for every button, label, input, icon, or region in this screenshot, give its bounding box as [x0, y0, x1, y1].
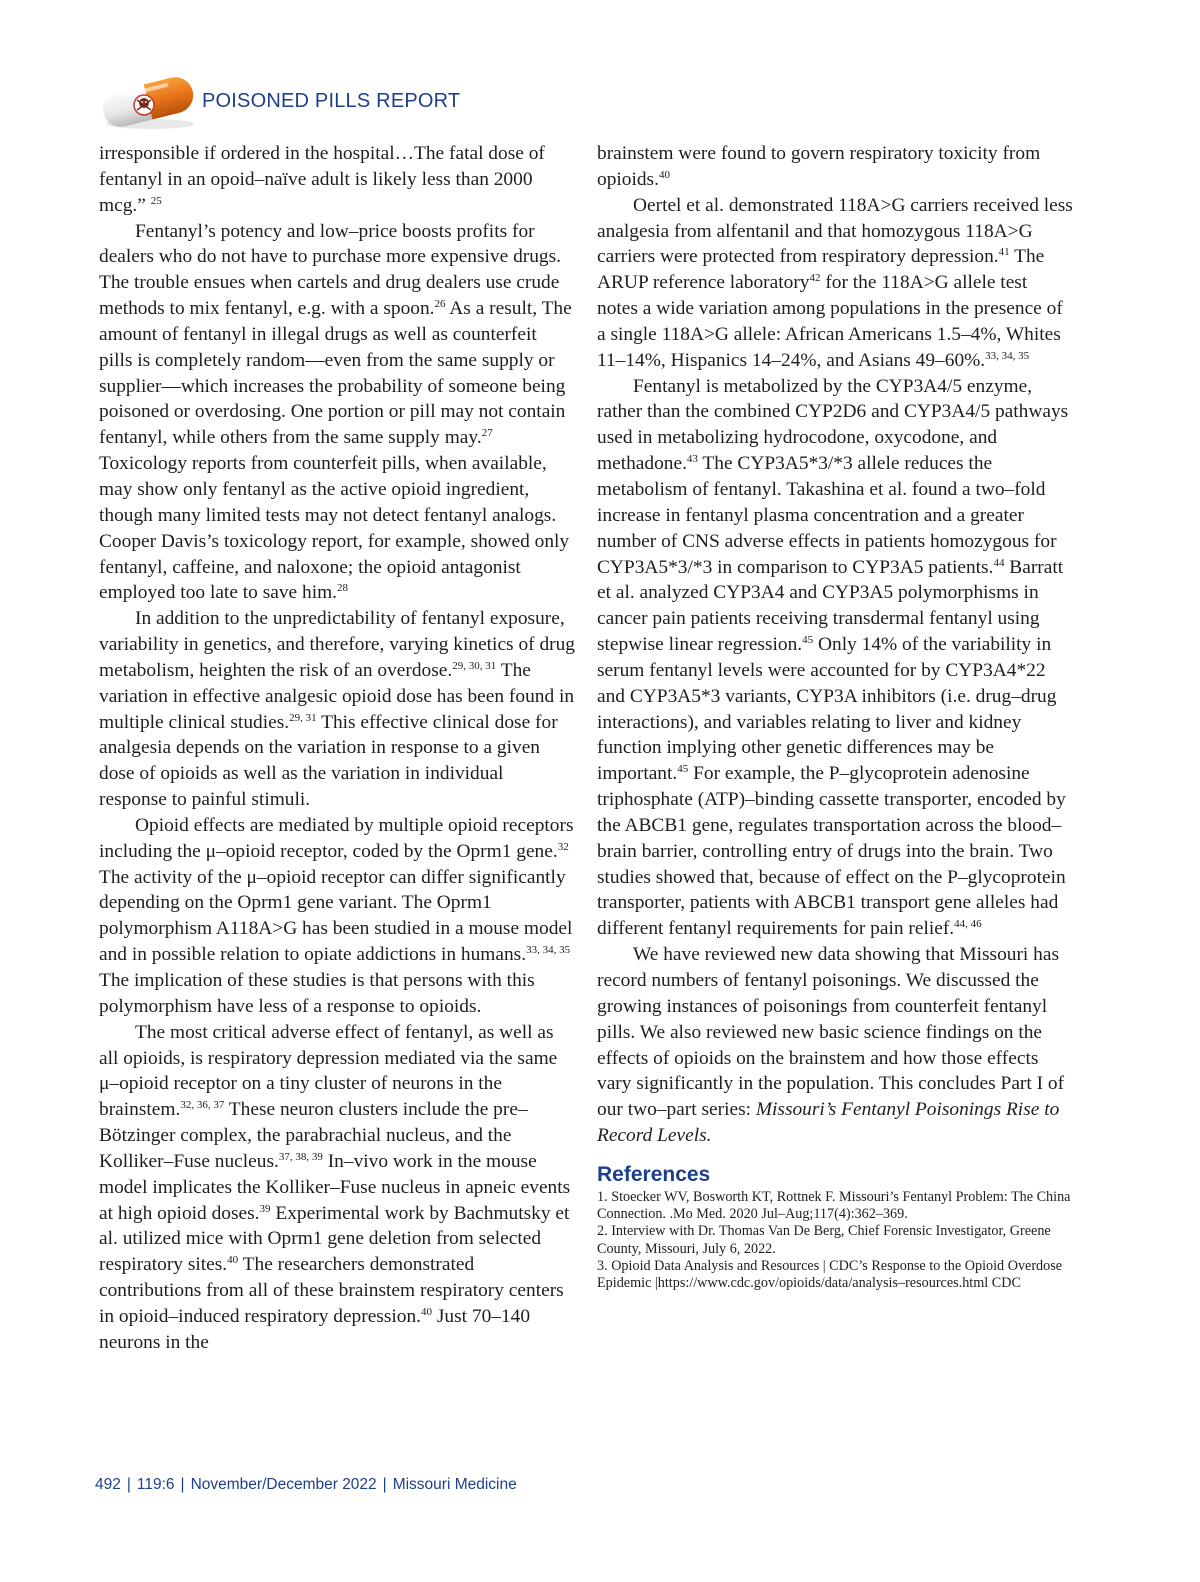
- issue-date: November/December 2022: [190, 1476, 377, 1493]
- reference-item: 2. Interview with Dr. Thomas Van De Berg, Chief Forensic Investigator, Greene County, Missouri, July 6, 2022.: [597, 1223, 1051, 1257]
- issue-number: 119:6: [136, 1476, 175, 1493]
- page-footer: 492 | 119:6 | November/December 2022 | Missouri Medicine: [95, 1476, 517, 1493]
- page-number: 492: [95, 1476, 121, 1493]
- paragraph: We have reviewed new data showing that Missouri has record numbers of fentanyl poisonings. We discussed the growing instances of poisonings from counterfeit fentanyl pills. We also reviewed new basic science findings on the effects of opioids on the brainstem and how those effects vary significantly in the population. This concludes Part I of our two–part series: Missouri’s Fentanyl Poisonings Rise to Record Levels.: [597, 944, 1065, 1147]
- left-column: [99, 141, 575, 1356]
- header-title: POISONED PILLS REPORT: [202, 90, 461, 112]
- paragraph: irresponsible if ordered in the hospital…The fatal dose of fentanyl in an opoid–naïve adult is likely less than 2000 mcg.” $^{25}$: [99, 143, 545, 216]
- references-heading: References: [597, 1162, 711, 1186]
- paragraph: Oertel et al. demonstrated 118A>G carriers received less analgesia from alfentanil and that homozygous 118A>G carriers were protected from respiratory depression.$^{41}$ The ARUP reference laboratory$^{42}$ for the 118A>G allele test notes a wide variation among populations in the presence of a single 118A>G allele: African Americans 1.5–4%, Whites 11–14%, Hispanics 14–24%, and Asians 49–60%.$^{33, 34, 35}$: [597, 194, 1073, 371]
- right-column: [597, 141, 1073, 1292]
- paragraph: Fentanyl’s potency and low–price boosts profits for dealers who do not have to purchase more expensive drugs. The trouble ensues when cartels and drug dealers use crude methods to mix fentanyl, e.g. with a spoon.$^{26}$ As a result, The amount of fentanyl in illegal drugs as well as counterfeit pills is completely random—even from the same supply or supplier—which increases the probability of someone being poisoned or overdosing. One portion or pill may not contain fentanyl, while others from the same supply may.$^{27}$ Toxicology reports from counterfeit pills, when available, may show only fentanyl as the active opioid ingredient, though many limited tests may not detect fentanyl analogs. Cooper Davis’s toxicology report, for example, showed only fentanyl, caffeine, and naloxone; the opioid antagonist employed too late to save him.$^{28}$: [99, 220, 572, 604]
- running-header: [98, 70, 698, 134]
- journal-name: Missouri Medicine: [392, 1476, 517, 1493]
- reference-item: 1. Stoecker WV, Bosworth KT, Rottnek F. Missouri’s Fentanyl Problem: The China Connection. .Mo Med. 2020 Jul–Aug;117(4):362–369.: [597, 1188, 1071, 1223]
- reference-item: 3. Opioid Data Analysis and Resources | CDC’s Response to the Opioid Overdose Epidemic |https://www.cdc.gov/opioids/data/analysis–resources.html CDC: [597, 1257, 1063, 1291]
- references-list: [597, 1189, 1073, 1292]
- paragraph: brainstem were found to govern respiratory toxicity from opioids.$^{40}$: [597, 143, 1041, 190]
- pill-capsule-skull-icon: [98, 74, 198, 132]
- paragraph: Fentanyl is metabolized by the CYP3A4/5 enzyme, rather than the combined CYP2D6 and CYP3A4/5 pathways used in metabolizing hydrocodone, oxycodone, and methadone.$^{43}$ The CYP3A5*3/*3 allele reduces the metabolism of fentanyl. Takashina et al. found a two–fold increase in fentanyl plasma concentration and a greater number of CNS adverse effects in patients homozygous for CYP3A5*3/*3 in comparison to CYP3A5 patients.$^{44}$ Barratt et al. analyzed CYP3A4 and CYP3A5 polymorphisms in cancer pain patients receiving transdermal fentanyl using stepwise linear regression.$^{45}$ Only 14% of the variability in serum fentanyl levels were accounted for by CYP3A4*22 and CYP3A5*3 variants, CYP3A inhibitors (i.e. drug–drug interactions), and variables relating to liver and kidney function implying other genetic differences may be important.$^{45}$ For example, the P–glycoprotein adenosine triphosphate (ATP)–binding cassette transporter, encoded by the ABCB1 gene, regulates transportation across the blood–brain barrier, controlling entry of drugs into the brain. Two studies showed that, because of effect on the P–glycoprotein transporter, patients with ABCB1 transport gene alleles had different fentanyl requirements for pain relief.$^{44, 46}$: [597, 375, 1069, 940]
- series-title: Missouri’s Fentanyl Poisonings Rise to Record Levels.: [597, 1099, 1060, 1147]
- paragraph: In addition to the unpredictability of fentanyl exposure, variability in genetics, and therefore, varying kinetics of drug metabolism, heighten the risk of an overdose.$^{29, 30, 31}$ The variation in effective analgesic opioid dose has been found in multiple clinical studies.$^{29, 31}$ This effective clinical dose for analgesia depends on the variation in response to a given dose of opioids as well as the variation in individual response to painful stimuli.: [99, 608, 575, 811]
- paragraph: Opioid effects are mediated by multiple opioid receptors including the μ–opioid receptor, coded by the Oprm1 gene.$^{32}$ The activity of the μ–opioid receptor can differ significantly depending on the Oprm1 gene variant. The Oprm1 polymorphism A118A>G has been studied in a mouse model and in possible relation to opiate addictions in humans.$^{33, 34, 35}$ The implication of these studies is that persons with this polymorphism have less of a response to opioids.: [99, 814, 574, 1017]
- paragraph: The most critical adverse effect of fentanyl, as well as all opioids, is respiratory depression mediated via the same μ–opioid receptor on a tiny cluster of neurons in the brainstem.$^{32, 36, 37}$ These neuron clusters include the pre–Bötzinger complex, the parabrachial nucleus, and the Kolliker–Fuse nucleus.$^{37, 38, 39}$ In–vivo work in the mouse model implicates the Kolliker–Fuse nucleus in apneic events at high opioid doses.$^{39}$ Experimental work by Bachmutsky et al. utilized mice with Oprm1 gene deletion from selected respiratory sites.$^{40}$ The researchers demonstrated contributions from all of these brainstem respiratory centers in opioid–induced respiratory depression.$^{40}$ Just 70–140 neurons in the: [99, 1021, 571, 1353]
